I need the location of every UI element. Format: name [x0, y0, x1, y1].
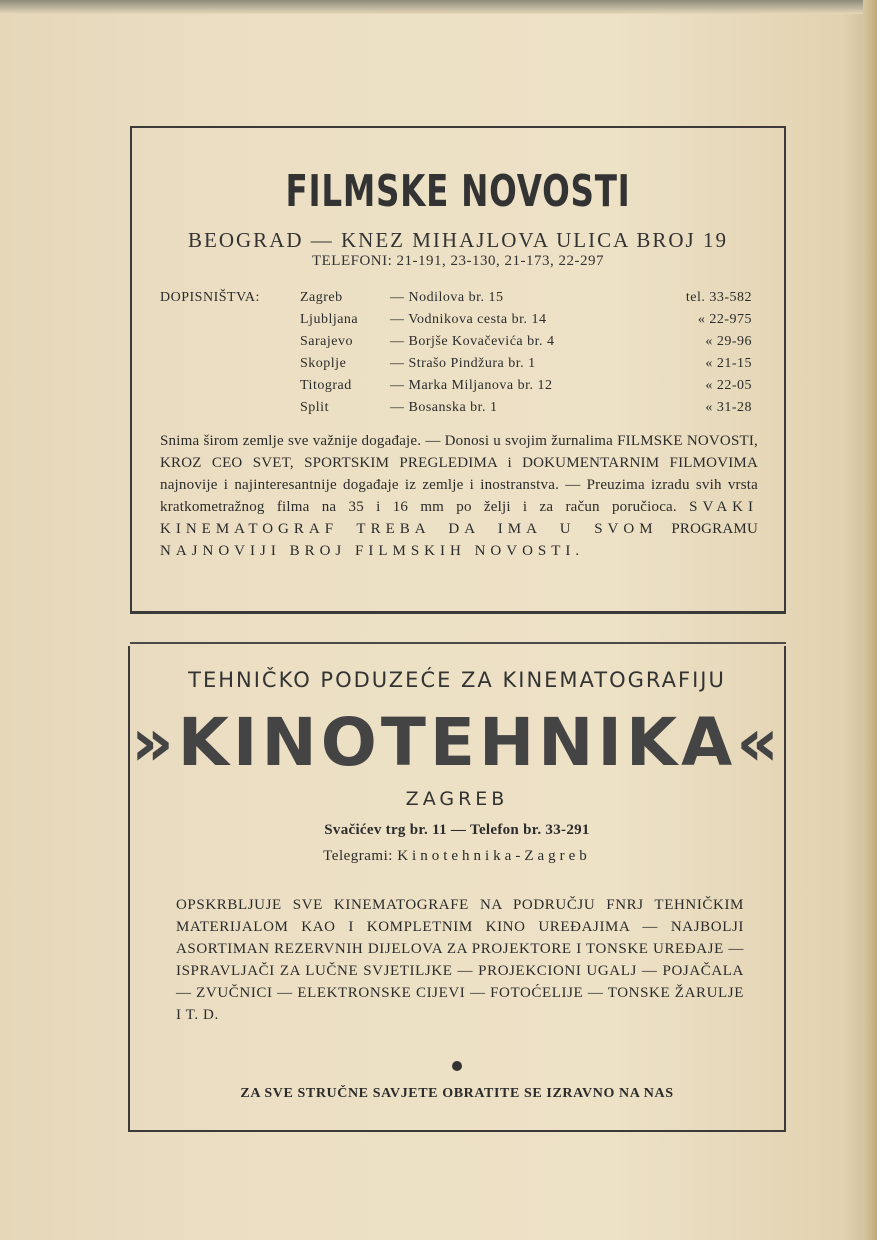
kinotehnika-city: ZAGREB: [405, 788, 509, 810]
dopisnistvo-tel: « 29-96: [705, 334, 752, 349]
dopisnistvo-tel: « 22-05: [705, 378, 752, 393]
dopisnistvo-city: Skoplje: [300, 356, 347, 371]
description-text: Snima širom zemlje sve važnije događaje. — Donosi u svojim žurnalima FILMSKE NOVOSTI, KROZ CEO SVET, SPORTSKIM PREGLEDIMA i DOKUMENTARNIM FILMOVIMA najnovije i najinteresantnije događaje iz zemlje i inostranstva. — Preuzima izradu svih vrsta kratkometražnog filma na 35 i 16 mm po želji i za račun poručioca.: [160, 433, 758, 515]
dopisnistvo-street: — Marka Miljanova br. 12: [390, 378, 553, 393]
kinotehnika-address: Svačićev trg br. 11 — Telefon br. 33-291: [324, 822, 590, 838]
kinotehnika-footer: ZA SVE STRUČNE SAVJETE OBRATITE SE IZRAVNO NA NAS: [240, 1086, 674, 1101]
dopisnistvo-tel: « 21-15: [705, 356, 752, 371]
dopisnistvo-row: [132, 334, 784, 356]
filmske-novosti-phones: TELEFONI: 21-191, 23-130, 21-173, 22-297: [311, 253, 605, 269]
dopisnistvo-city: Ljubljana: [300, 312, 359, 327]
dopisnistvo-street: — Vodnikova cesta br. 14: [390, 312, 547, 327]
top-edge-shadow: [0, 0, 877, 14]
kinotehnika-telegram: [130, 848, 784, 865]
telegram-label: Telegrami:: [323, 848, 393, 864]
dopisnistvo-tel: « 22-975: [697, 312, 752, 327]
filmske-novosti-title: FILMSKE NOVOSTI: [285, 166, 631, 217]
kinotehnika-title: »KINOTEHNIKA«: [131, 704, 783, 781]
dopisnistvo-city: Titograd: [300, 378, 352, 393]
dopisnistvo-street: — Strašo Pindžura br. 1: [390, 356, 536, 371]
dopisnistvo-street: — Bosanska br. 1: [390, 400, 498, 415]
separator-line: [130, 642, 786, 644]
dopisnistvo-row: [132, 356, 784, 378]
filmske-novosti-address: BEOGRAD — KNEZ MIHAJLOVA ULICA BROJ 19: [188, 228, 728, 252]
dopisnistva-label: DOPISNIŠTVA:: [160, 290, 260, 305]
slogan-programu: PROGRAMU: [671, 521, 758, 537]
dopisnistvo-tel: « 31-28: [705, 400, 752, 415]
dopisnistvo-street: — Borjše Kovačevića br. 4: [390, 334, 555, 349]
dopisnistvo-row: [132, 400, 784, 422]
kinotehnika-subtitle: TEHNIČKO PODUZEĆE ZA KINEMATOGRAFIJU: [188, 668, 726, 692]
filmske-novosti-description: [160, 430, 758, 562]
slogan-line-2: NAJNOVIJI BROJ FILMSKIH NOVOSTI.: [160, 543, 585, 559]
dopisnistvo-city: Split: [300, 400, 329, 415]
kinotehnika-ad: [128, 646, 786, 1132]
dopisnistvo-city: Sarajevo: [300, 334, 353, 349]
dopisnistvo-row: [132, 290, 784, 312]
filmske-novosti-ad: [130, 126, 786, 614]
dopisnistvo-city: Zagreb: [300, 290, 343, 305]
dopisnistvo-tel: tel. 33-582: [685, 290, 752, 305]
dopisnistvo-row: [132, 312, 784, 334]
telegram-value: Kinotehnika-Zagreb: [397, 848, 591, 864]
bullet-dot-icon: [452, 1061, 462, 1071]
dopisnistvo-row: [132, 378, 784, 400]
slogan-line-1: SVAKI KINEMATOGRAF TREBA DA IMA U SVOM: [160, 499, 759, 537]
kinotehnika-description: OPSKRBLJUJE SVE KINEMATOGRAFE NA PODRUČJU FNRJ TEHNIČKIM MATERIJALOM KAO I KOMPLETNIM KINO UREĐAJIMA — NAJBOLJI ASORTIMAN REZERVNIH DIJELOVA ZA PROJEKTORE I TONSKE UREĐAJE — ISPRAVLJAČI ZA LUČNE SVJETILJKE — PROJEKCIONI UGALJ — POJAČALA — ZVUČNICI — ELEKTRONSKE CIJEVI — FOTOĆELIJE — TONSKE ŽARULJE I T. D.: [176, 897, 744, 1023]
page-spine: [863, 0, 877, 1240]
dopisnistvo-street: — Nodilova br. 15: [390, 290, 504, 305]
